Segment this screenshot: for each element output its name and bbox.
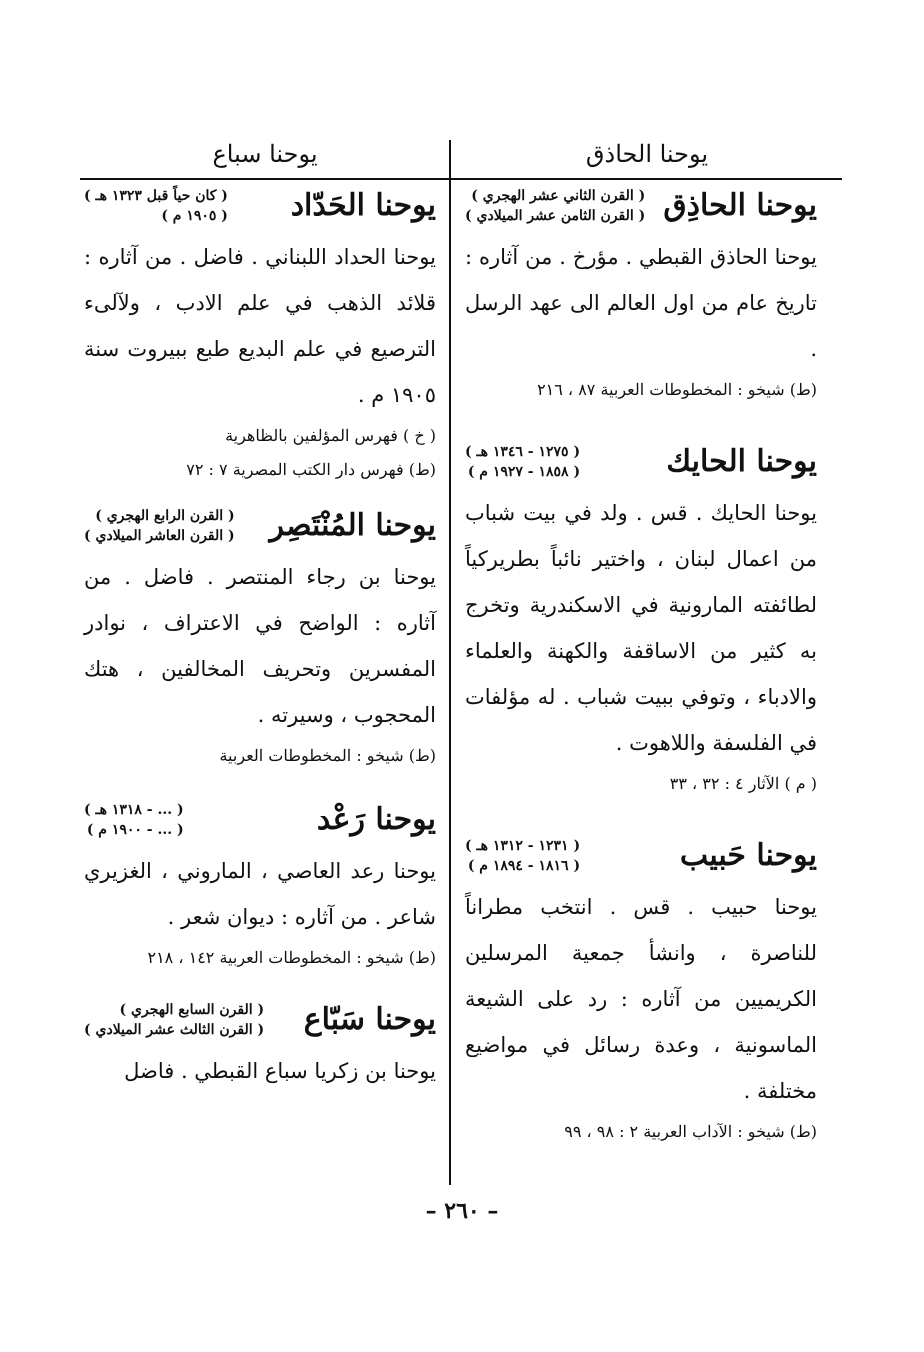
entry-al-hayek	[465, 442, 817, 800]
entry-heading	[465, 836, 817, 876]
entry-dates: ( القرن الثاني عشر الهجري ) ( القرن الثامن عشر الميلادي )	[465, 188, 646, 224]
entry-dates: ( ١٢٧٥ - ١٣٤٦ هـ ) ( ١٨٥٨ - ١٩٢٧ م )	[465, 444, 581, 480]
entry-heading	[84, 186, 436, 226]
entry-body: يوحنا رعد العاصي ، الماروني ، الغزيري شاعر . من آثاره : ديوان شعر .	[84, 859, 436, 929]
entry-al-haddad	[84, 186, 436, 486]
entry-heading	[84, 506, 436, 546]
right-column	[465, 186, 817, 1168]
entry-name: يوحنا سَبّاع	[303, 1002, 436, 1037]
left-column	[84, 186, 436, 1114]
entry-heading	[84, 800, 436, 840]
entry-source: (ط) شيخو : المخطوطات العربية ١٤٢ ، ٢١٨	[147, 948, 436, 967]
entry-raad	[84, 800, 436, 974]
entry-habib	[465, 836, 817, 1148]
entry-body: يوحنا الحاذق القبطي . مؤرخ . من آثاره : تاريخ عام من اول العالم الى عهد الرسل .	[465, 245, 817, 361]
entry-name: يوحنا حَبيب	[679, 838, 817, 873]
entry-sabba	[84, 1000, 436, 1094]
entry-al-hadhiq	[465, 186, 817, 406]
entry-source: ( م ) الآثار ٤ : ٣٢ ، ٣٣	[669, 774, 817, 793]
entry-source: (ط) شيخو : المخطوطات العربية ٨٧ ، ٢١٦	[537, 380, 817, 399]
entry-dates: ( القرن السابع الهجري ) ( القرن الثالث عشر الميلادي )	[84, 1002, 265, 1038]
page-number: – ٢٦٠ –	[425, 1198, 499, 1224]
entry-source: (ط) شيخو : المخطوطات العربية	[219, 746, 436, 765]
entry-source: (ط) شيخو : الآداب العربية ٢ : ٩٨ ، ٩٩	[564, 1122, 817, 1141]
running-header-left: يوحنا سباع	[212, 140, 318, 168]
entry-name: يوحنا الحايك	[666, 444, 817, 479]
entry-source: ( خ ) فهرس المؤلفين بالظاهرية	[225, 426, 436, 445]
entry-body: يوحنا الحداد اللبناني . فاضل . من آثاره : قلائد الذهب في علم الادب ، ولآلىء الترصيع في علم البديع طبع ببيروت سنة ١٩٠٥ م .	[84, 245, 436, 407]
entry-name: يوحنا رَعْد	[316, 802, 436, 837]
entry-name: يوحنا الحَدّاد	[290, 188, 436, 223]
entry-source: (ط) فهرس دار الكتب المصرية ٧ : ٧٢	[186, 460, 436, 479]
entry-dates: ( كان حياً قبل ١٣٢٣ هـ ) ( ١٩٠٥ م )	[84, 188, 228, 224]
entry-body: يوحنا الحايك . قس . ولد في بيت شباب من اعمال لبنان ، واختير نائباً بطريركياً لطائفته المارونية في الاسكندرية وتخرج به كثير من الاساقفة والكهنة والعلماء والادباء ، وتوفي ببيت شباب . له مؤلفات في الفلسفة واللاهوت .	[465, 501, 817, 755]
entry-al-muntasir	[84, 506, 436, 772]
column-divider	[449, 140, 451, 1185]
entry-name: يوحنا الحاذِق	[663, 188, 817, 223]
entry-name: يوحنا المُنْتَصِر	[269, 508, 436, 543]
entry-dates: ( ١٢٣١ - ١٣١٢ هـ ) ( ١٨١٦ - ١٨٩٤ م )	[465, 838, 581, 874]
entry-dates: ( القرن الرابع الهجري ) ( القرن العاشر الميلادي )	[84, 508, 235, 544]
entry-body: يوحنا بن رجاء المنتصر . فاضل . من آثاره : الواضح في الاعتراف ، نوادر المفسرين وتحريف المخالفين ، هتك المحجوب ، وسيرته .	[84, 565, 436, 727]
entry-heading	[465, 442, 817, 482]
entry-heading	[84, 1000, 436, 1040]
entry-heading	[465, 186, 817, 226]
entry-body: يوحنا بن زكريا سباع القبطي . فاضل	[124, 1059, 436, 1083]
header-rule	[80, 178, 842, 180]
entry-dates: ( ... - ١٣١٨ هـ ) ( ... - ١٩٠٠ م )	[84, 802, 184, 838]
running-header-right: يوحنا الحاذق	[585, 140, 709, 168]
entry-body: يوحنا حبيب . قس . انتخب مطراناً للناصرة ، وانشأ جمعية المرسلين الكريميين من آثاره : رد على الشيعة الماسونية ، وعدة رسائل في مواضيع مختلفة .	[465, 895, 817, 1103]
